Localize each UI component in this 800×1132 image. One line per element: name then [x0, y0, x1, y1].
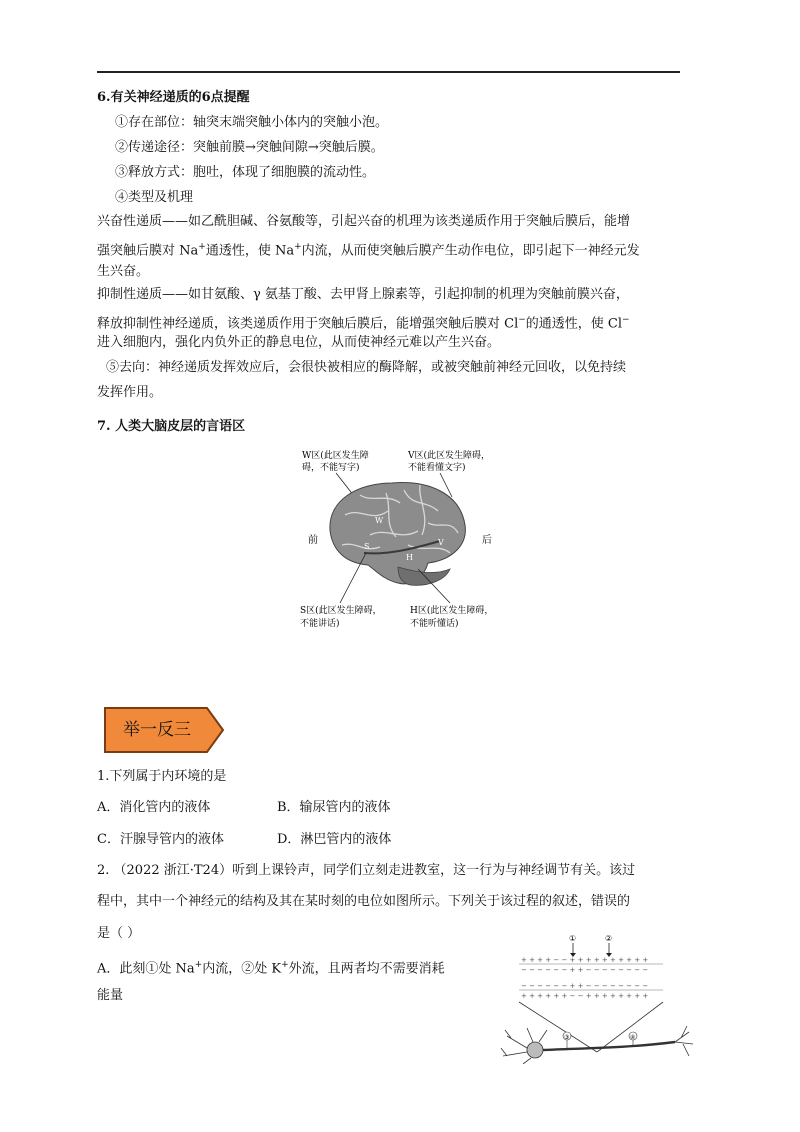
potential-row-2: − − − − − − + + − − − − − − − − [521, 966, 649, 974]
mark-s: S [364, 542, 370, 551]
w-area-label-1: W区(此区发生障 [302, 451, 369, 461]
point-3: ③释放方式：胞吐，体现了细胞膜的流动性。 [115, 165, 376, 180]
q2-option-a-line-2: 能量 [97, 988, 124, 1003]
neuron-drawing [501, 1026, 693, 1064]
q1-option-d[interactable]: D．淋巴管内的液体 [277, 832, 392, 847]
excitatory-line-2: 强突触后膜对 Na+通透性，使 Na+内流，从而使突触后膜产生动作电位，即引起下一神经元发 [97, 242, 640, 259]
h-area-label-1: H区(此区发生障碍， [410, 606, 494, 616]
q1-stem: 1.下列属于内环境的是 [97, 769, 227, 784]
q1-option-c[interactable]: C．汗腺导管内的液体 [97, 832, 224, 847]
s-area-label-2: 不能讲话) [300, 619, 340, 629]
potential-row-3: − − − − − − + + − − − − − − − − [521, 982, 649, 990]
excitatory-line-1: 兴奋性递质——如乙酰胆碱、谷氨酸等，引起兴奋的机理为该类递质作用于突触后膜后，能增 [97, 214, 631, 229]
practice-badge [103, 706, 225, 754]
mark-v: V [438, 538, 444, 547]
w-area-label-2: 碍，不能写字) [302, 463, 360, 473]
marker-4: ④ [630, 1034, 636, 1041]
inhibitory-line-1: 抑制性递质——如甘氨酸、γ 氨基丁酸、去甲肾上腺素等，引起抑制的机理为突触前膜兴奋， [97, 287, 629, 302]
badge-text: 举一反三 [123, 720, 191, 740]
h-area-label-2: 不能听懂话) [410, 619, 459, 629]
top-rule [97, 71, 680, 73]
excitatory-line-3: 生兴奋。 [97, 264, 150, 279]
potential-row-4: + + + + + + − − + + + + + + + + [521, 992, 649, 1000]
v-area-label-2: 不能看懂文字) [408, 463, 466, 473]
q1-option-b[interactable]: B．输尿管内的液体 [277, 800, 391, 815]
point-5-line-1: ⑤去向：神经递质发挥效应后，会很快被相应的酶降解，或被突触前神经元回收，以免持续 [106, 360, 627, 375]
brain-language-areas-figure [300, 445, 510, 635]
q2-option-a-line-1[interactable]: A．此刻①处 Na+内流，②处 K+外流，且两者均不需要消耗 [97, 960, 445, 977]
inhibitory-line-3: 进入细胞内，强化内负外正的静息电位，从而使神经元难以产生兴奋。 [97, 335, 501, 350]
q1-option-a[interactable]: A．消化管内的液体 [97, 800, 211, 815]
q2-stem-line-2: 程中，其中一个神经元的结构及其在某时刻的电位如图所示。下列关于该过程的叙述，错误的 [97, 894, 631, 909]
mark-w: W [375, 516, 384, 525]
point-5-line-2: 发挥作用。 [97, 385, 163, 400]
s-area-label-1: S区(此区发生障碍， [300, 606, 382, 616]
back-label: 后 [482, 535, 492, 546]
marker-3: ③ [564, 1034, 570, 1041]
inhibitory-line-2: 释放抑制性神经递质，该类递质作用于突触后膜后，能增强突触后膜对 Cl−的通透性，使 Cl− [97, 315, 630, 332]
point-1: ①存在部位：轴突末端突触小体内的突触小泡。 [115, 115, 389, 130]
mark-h: H [406, 553, 413, 562]
front-label: 前 [308, 535, 318, 546]
q2-stem-line-3: 是（ ） [97, 926, 141, 941]
point-4: ④类型及机理 [115, 190, 194, 205]
point-2: ②传递途径：突触前膜→突触间隙→突触后膜。 [115, 140, 384, 155]
v-area-label-1: V区(此区发生障碍， [408, 451, 491, 461]
neuron-potential-figure [497, 932, 697, 1064]
brain-image [330, 483, 465, 586]
marker-1: ① [569, 934, 577, 943]
section6-title: 6.有关神经递质的6点提醒 [97, 90, 250, 105]
q2-stem-line-1: 2. （2022 浙江·T24）听到上课铃声，同学们立刻走进教室，这一行为与神经调节有关。该过 [97, 863, 636, 878]
potential-row-1: + + + + − − + + + + + + + + + + [521, 956, 649, 964]
marker-2: ② [605, 934, 613, 943]
section7-title: 7. 人类大脑皮层的言语区 [97, 419, 246, 434]
